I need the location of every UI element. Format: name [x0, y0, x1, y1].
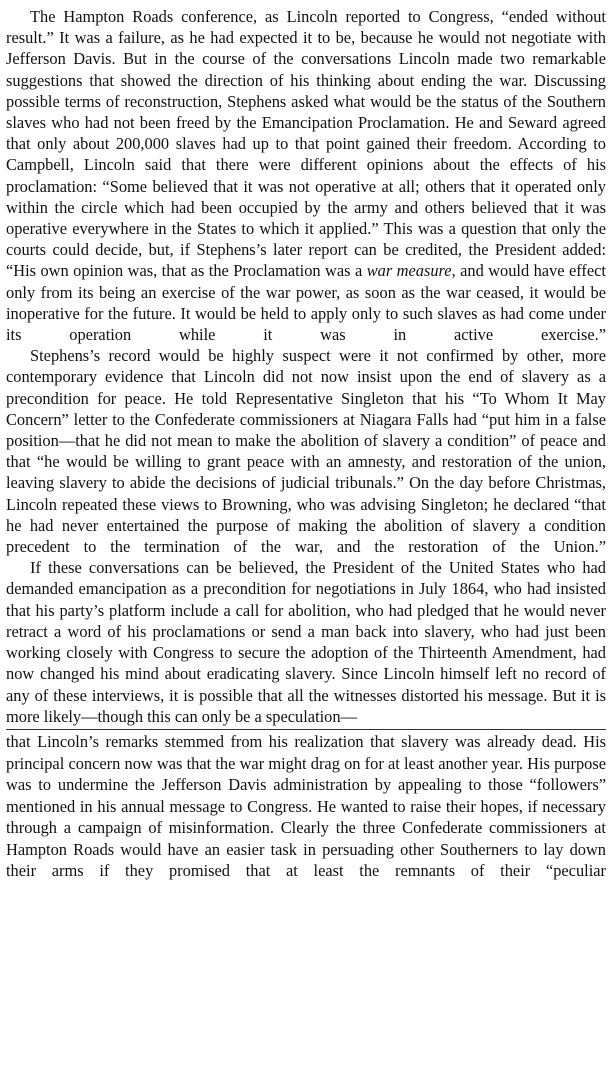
- paragraph-stephens-record: Stephens’s record would be highly suspect were it not confirmed by other, more contemporary evidence that Lincoln did not now insist upon the end of slavery as a precondition for peace. He told Representative Singleton that his “To Whom It May Concern” letter to the Confederate commissioners at Niagara Falls had “put him in a false position—that he did not mean to make the abolition of slavery a condition” of peace and that “he would be willing to grant peace with an amnesty, and restoration of the union, leaving slavery to abide the decisions of judicial tribunals.” On the day before Christmas, Lincoln repeated these views to Browning, who was advising Singleton; he declared “that he had never entertained the purpose of making the abolition of slavery a condition precedent to the termination of the war, and the restoration of the Union.”: [6, 346, 606, 557]
- paragraph-hampton-roads: [6, 6, 606, 345]
- section-divider: [6, 729, 606, 730]
- upper-text-block: [6, 6, 606, 727]
- paragraph-text: The Hampton Roads conference, as Lincoln reported to Congress, “ended without result.” It was a failure, as he had expected it to be, because he would not negotiate with Jefferson Davis. But in the course of the conversations Lincoln made two remarkable suggestions that showed the direction of his thinking about ending the war. Discussing possible terms of reconstruction, Stephens asked what would be the status of the Southern slaves who had not been freed by the Emancipation Proclamation. He and Seward agreed that only about 200,000 slaves had up to that point gained their freedom. According to Campbell, Lincoln said that there were different opinions about the effects of his proclamation: “Some believed that it was not operative at all; others that it operated only within the circle which had been occupied by the army and others believed that it was operative everywhere in the States to which it applied.” This was a question that only the courts could decide, but, if Stephens’s later report can be credited, the President added: “His own opinion was, that as the Proclamation was a: [6, 7, 606, 281]
- continuation-paragraph: that Lincoln’s remarks stemmed from his realization that slavery was already dead. His principal concern now was that the war might drag on for at least another year. His purpose was to undermine the Jefferson Davis administration by appealing to those “followers” mentioned in his annual message to Congress. He wanted to raise their hopes, if necessary through a campaign of misinformation. Clearly the three Confederate commissioners at Hampton Roads would have an easier task in persuading other Southerners to lay down their arms if they promised that at least the remnants of their “peculiar: [6, 731, 606, 881]
- emphasized-phrase: war measure,: [366, 261, 456, 281]
- paragraph-text: and would have effect only from its being an exercise of the war power, as soon as the war ceased, it would be inoperative for the future. It would be held to apply only to such slaves as had come under its operation while it was in active exercise.”: [6, 261, 606, 345]
- paragraph-if-these-conversations: If these conversations can be believed, the President of the United States who had demanded emancipation as a precondition for negotiations in July 1864, who had insisted that his party’s platform include a call for abolition, who had pledged that he would never retract a word of his proclamations or send a man back into slavery, who had just been working closely with Congress to secure the adoption of the Thirteenth Amendment, had now changed his mind about eradicating slavery. Since Lincoln himself left no record of any of these interviews, it is possible that all the witnesses distorted his message. But it is more likely—though this can only be a speculation—: [6, 558, 606, 726]
